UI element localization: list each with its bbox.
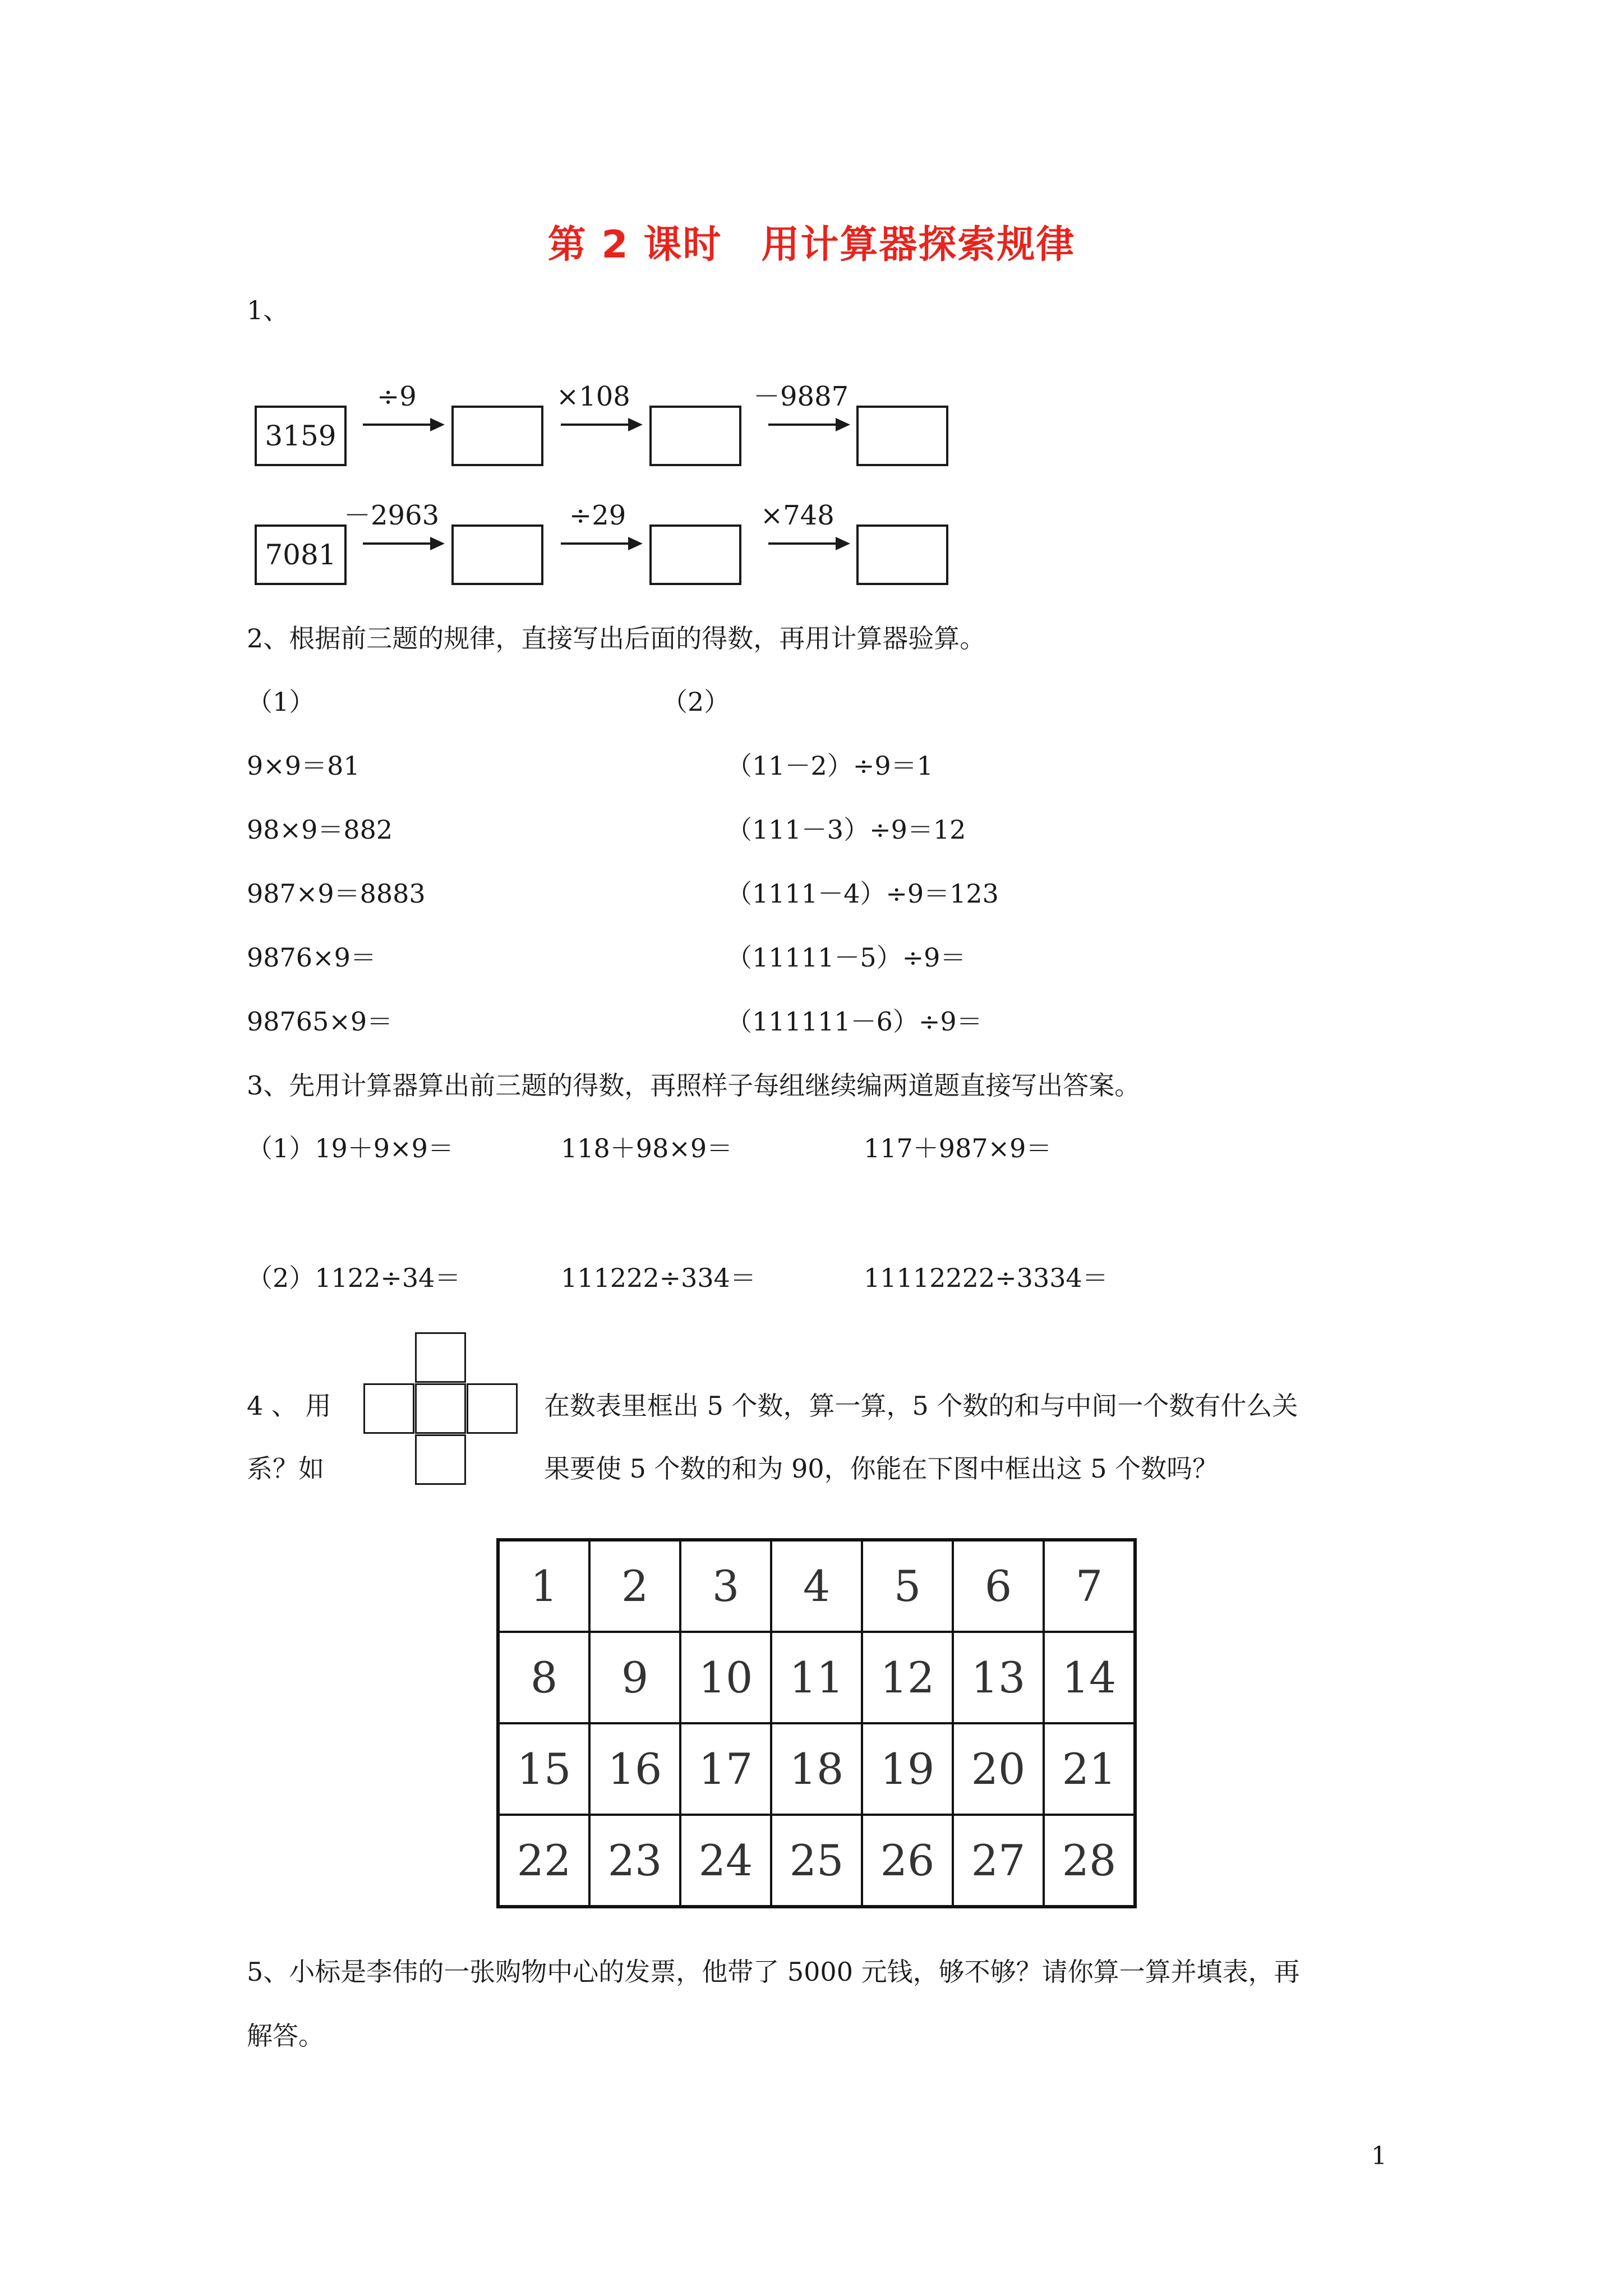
q2-col1-eq-2: 98×9＝882 — [247, 815, 393, 845]
q1-row1-answer-box-2[interactable] — [649, 406, 741, 466]
grid-row — [498, 1723, 1135, 1815]
q3-row2-eq-2: 111222÷334＝ — [561, 1263, 756, 1293]
number-grid — [496, 1538, 1137, 1908]
grid-cell[interactable]: 7 — [1044, 1540, 1135, 1632]
q1-row1-start-box: 3159 — [255, 406, 347, 466]
q2-col2-label: （2） — [662, 687, 730, 717]
grid-cell[interactable]: 24 — [680, 1815, 771, 1907]
page-number: 1 — [1371, 2142, 1387, 2170]
grid-cell[interactable]: 5 — [862, 1540, 953, 1632]
arrow-icon — [363, 413, 445, 436]
grid-cell[interactable]: 16 — [589, 1723, 680, 1815]
q2-prompt: 2、根据前三题的规律，直接写出后面的得数，再用计算器验算。 — [247, 623, 986, 654]
arrow-icon — [768, 413, 850, 436]
q2-col1-eq-1: 9×9＝81 — [247, 751, 360, 781]
q2-col1-eq-4: 9876×9＝ — [247, 942, 376, 973]
q4-text-part2: 系？如 — [247, 1453, 324, 1484]
grid-row — [498, 1540, 1135, 1632]
grid-cell[interactable]: 6 — [953, 1540, 1044, 1632]
grid-cell[interactable]: 20 — [953, 1723, 1044, 1815]
grid-cell[interactable]: 17 — [680, 1723, 771, 1815]
q2-col1-label: （1） — [247, 687, 315, 717]
grid-cell[interactable]: 21 — [1044, 1723, 1135, 1815]
grid-cell[interactable]: 9 — [589, 1632, 680, 1723]
q4-text-part3: 在数表里框出 5 个数，算一算，5 个数的和与中间一个数有什么关 — [544, 1391, 1298, 1421]
q2-col2-eq-1: （11－2）÷9＝1 — [726, 751, 933, 781]
q5-line2: 解答。 — [247, 2021, 324, 2051]
arrow-icon — [561, 532, 643, 555]
q3-row1-eq-2: 118＋98×9＝ — [561, 1133, 733, 1163]
arrow-icon — [768, 532, 850, 555]
q1-row2-op1: －2963 — [344, 500, 440, 531]
grid-row — [498, 1815, 1135, 1907]
q1-row2-op2: ÷29 — [569, 500, 626, 531]
q3-row2-eq-1: （2）1122÷34＝ — [247, 1263, 461, 1293]
grid-cell[interactable]: 2 — [589, 1540, 680, 1632]
cross-shape-icon — [363, 1332, 518, 1485]
arrow-icon — [363, 532, 445, 555]
grid-cell[interactable]: 22 — [498, 1815, 589, 1907]
grid-cell[interactable]: 11 — [771, 1632, 862, 1723]
q3-prompt: 3、先用计算器算出前三题的得数，再照样子每组继续编两道题直接写出答案。 — [247, 1070, 1141, 1101]
q1-row1-op3: －9887 — [753, 381, 849, 412]
grid-cell[interactable]: 15 — [498, 1723, 589, 1815]
q2-col2-eq-5: （111111－6）÷9＝ — [726, 1006, 983, 1037]
grid-cell[interactable]: 19 — [862, 1723, 953, 1815]
grid-cell[interactable]: 27 — [953, 1815, 1044, 1907]
grid-cell[interactable]: 10 — [680, 1632, 771, 1723]
q1-row2-answer-box-3[interactable] — [856, 524, 948, 585]
arrow-icon — [561, 413, 643, 436]
q1-row1-op2: ×108 — [556, 381, 630, 412]
q1-row2-op3: ×748 — [760, 500, 834, 531]
q1-row1-answer-box-1[interactable] — [451, 406, 543, 466]
grid-cell[interactable]: 25 — [771, 1815, 862, 1907]
grid-cell[interactable]: 8 — [498, 1632, 589, 1723]
q1-number: 1、 — [247, 295, 289, 325]
q3-row1-eq-1: （1）19＋9×9＝ — [247, 1133, 454, 1163]
grid-cell[interactable]: 12 — [862, 1632, 953, 1723]
page-title: 第 2 课时 用计算器探索规律 — [547, 223, 1076, 267]
q1-row2-answer-box-2[interactable] — [649, 524, 741, 585]
grid-cell[interactable]: 14 — [1044, 1632, 1135, 1723]
q1-row1-answer-box-3[interactable] — [856, 406, 948, 466]
grid-cell[interactable]: 13 — [953, 1632, 1044, 1723]
q2-col2-eq-3: （1111－4）÷9＝123 — [726, 878, 999, 909]
q1-row2-start-box: 7081 — [255, 524, 347, 585]
q1-row1-op1: ÷9 — [377, 381, 417, 412]
grid-row — [498, 1632, 1135, 1723]
grid-cell[interactable]: 28 — [1044, 1815, 1135, 1907]
q3-row2-eq-3: 11112222÷3334＝ — [864, 1263, 1108, 1293]
q2-col1-eq-5: 98765×9＝ — [247, 1006, 393, 1037]
q2-col1-eq-3: 987×9＝8883 — [247, 878, 426, 909]
grid-cell[interactable]: 26 — [862, 1815, 953, 1907]
q5-line1: 5、小标是李伟的一张购物中心的发票，他带了 5000 元钱，够不够？请你算一算并填表，再 — [247, 1957, 1300, 1987]
q4-text-part4: 果要使 5 个数的和为 90，你能在下图中框出这 5 个数吗？ — [544, 1453, 1219, 1484]
q2-col2-eq-4: （11111－5）÷9＝ — [726, 942, 966, 973]
q4-text-part1: 4 、 用 — [247, 1391, 331, 1421]
grid-cell[interactable]: 4 — [771, 1540, 862, 1632]
q2-col2-eq-2: （111－3）÷9＝12 — [726, 815, 966, 845]
q3-row1-eq-3: 117＋987×9＝ — [864, 1133, 1052, 1163]
q1-row2-answer-box-1[interactable] — [451, 524, 543, 585]
grid-cell[interactable]: 23 — [589, 1815, 680, 1907]
grid-cell[interactable]: 18 — [771, 1723, 862, 1815]
grid-cell[interactable]: 3 — [680, 1540, 771, 1632]
grid-cell[interactable]: 1 — [498, 1540, 589, 1632]
